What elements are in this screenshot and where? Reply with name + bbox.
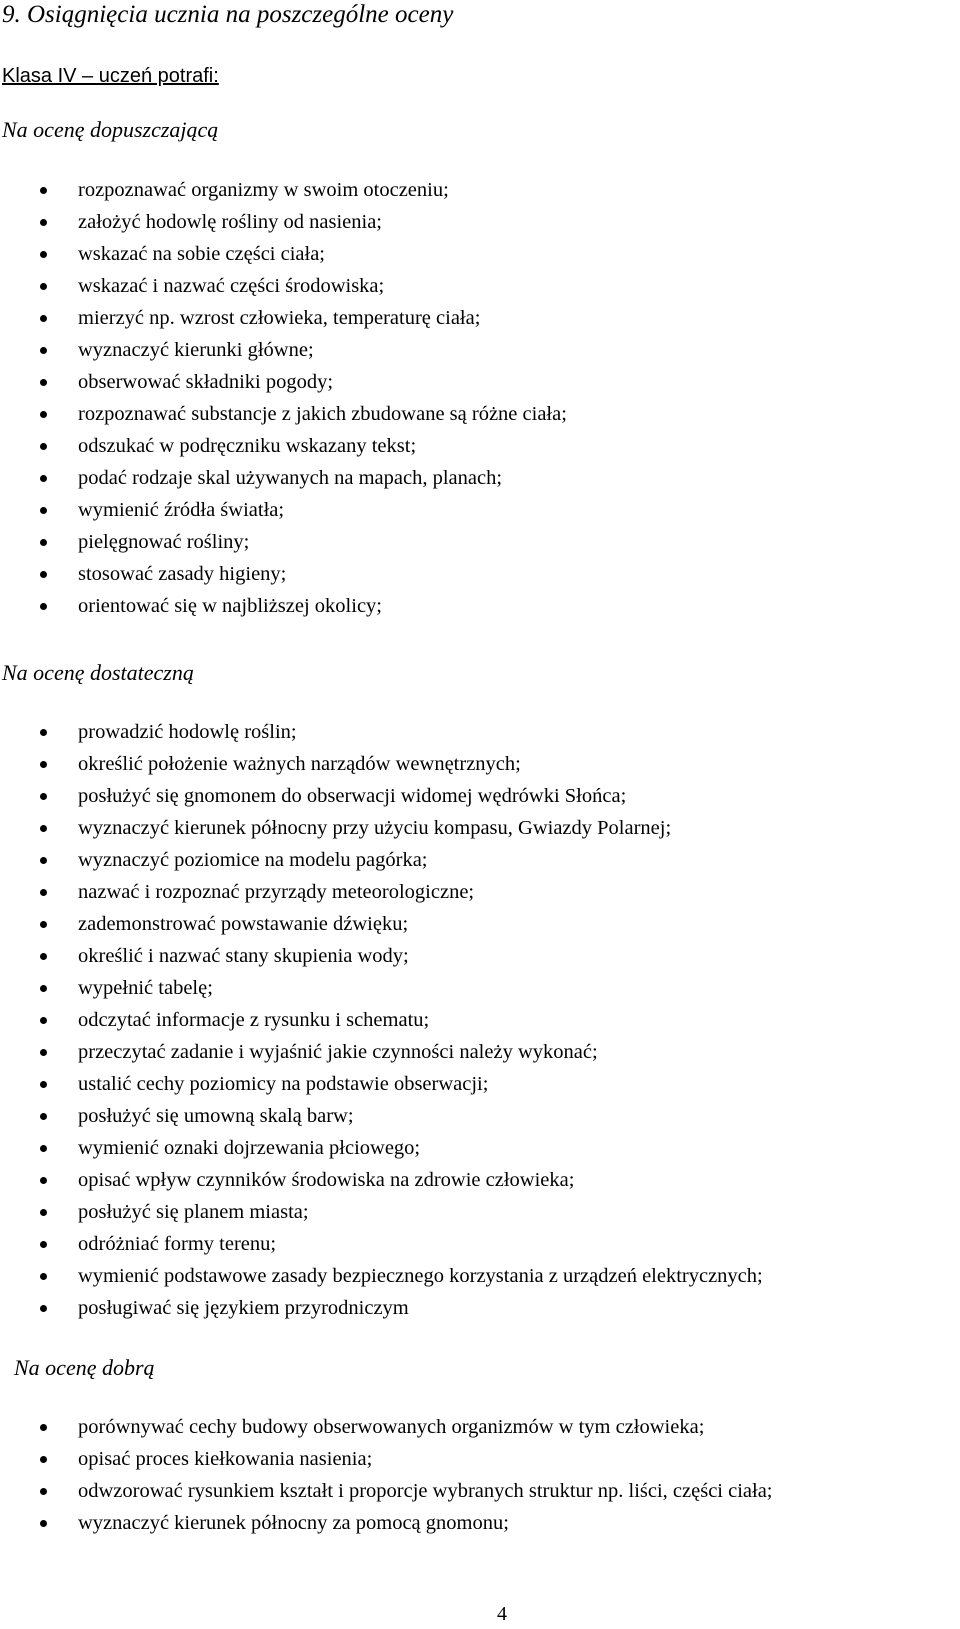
- list-item: [0, 1100, 960, 1132]
- list-item: [0, 1260, 960, 1292]
- list-item: [0, 590, 960, 622]
- list-item: [0, 1068, 960, 1100]
- list-item-text: prowadzić hodowlę roślin;: [78, 721, 297, 743]
- list-item-text: wskazać i nazwać części środowiska;: [78, 275, 385, 297]
- list-item-text: odszukać w podręczniku wskazany tekst;: [78, 435, 417, 457]
- list-item-text: odróżniać formy terenu;: [78, 1233, 277, 1255]
- list-dobra: [0, 1411, 960, 1539]
- list-item-text: wyznaczyć poziomice na modelu pagórka;: [78, 849, 428, 871]
- list-item: [0, 302, 960, 334]
- list-item-text: nazwać i rozpoznać przyrządy meteorologiczne;: [78, 881, 475, 903]
- list-item: [0, 1475, 960, 1507]
- list-item-text: wyznaczyć kierunek północny za pomocą gnomonu;: [78, 1512, 509, 1534]
- list-item: [0, 238, 960, 270]
- list-item: [0, 334, 960, 366]
- list-item-text: wyznaczyć kierunek północny przy użyciu kompasu, Gwiazdy Polarnej;: [78, 817, 672, 839]
- list-item: [0, 748, 960, 780]
- bullet-icon: [40, 219, 47, 226]
- list-item: [0, 972, 960, 1004]
- bullet-icon: [40, 283, 47, 290]
- bullet-icon: [40, 539, 47, 546]
- list-item: [0, 1164, 960, 1196]
- list-item-text: wymienić oznaki dojrzewania płciowego;: [78, 1137, 421, 1159]
- list-item-text: posługiwać się językiem przyrodniczym: [78, 1297, 409, 1319]
- section-heading-dopuszczajaca: Na ocenę dopuszczającą: [2, 117, 219, 142]
- bullet-icon: [40, 603, 47, 610]
- bullet-icon: [40, 1305, 47, 1312]
- list-item: [0, 366, 960, 398]
- list-item: [0, 844, 960, 876]
- bullet-icon: [40, 1017, 47, 1024]
- bullet-icon: [40, 347, 47, 354]
- list-item: [0, 270, 960, 302]
- list-item: [0, 398, 960, 430]
- bullet-icon: [40, 443, 47, 450]
- page-number: 4: [497, 1603, 507, 1625]
- bullet-icon: [40, 761, 47, 768]
- bullet-icon: [40, 507, 47, 514]
- bullet-icon: [40, 729, 47, 736]
- list-item-text: posłużyć się planem miasta;: [78, 1201, 309, 1223]
- bullet-icon: [40, 1273, 47, 1280]
- list-item-text: podać rodzaje skal używanych na mapach, planach;: [78, 467, 503, 489]
- list-item: [0, 174, 960, 206]
- list-item-text: pielęgnować rośliny;: [78, 531, 250, 553]
- bullet-icon: [40, 953, 47, 960]
- list-item: [0, 940, 960, 972]
- list-item-text: mierzyć np. wzrost człowieka, temperaturę ciała;: [78, 307, 481, 329]
- list-dopuszczajaca: [0, 174, 960, 622]
- list-item-text: określić położenie ważnych narządów wewnętrznych;: [78, 753, 521, 775]
- list-item: [0, 526, 960, 558]
- list-item: [0, 1411, 960, 1443]
- bullet-icon: [40, 793, 47, 800]
- list-item: [0, 1004, 960, 1036]
- list-item: [0, 1507, 960, 1539]
- list-item-text: określić i nazwać stany skupienia wody;: [78, 945, 409, 967]
- bullet-icon: [40, 475, 47, 482]
- bullet-icon: [40, 857, 47, 864]
- list-item-text: wskazać na sobie części ciała;: [78, 243, 326, 265]
- list-item: [0, 1292, 960, 1324]
- list-item-text: wyznaczyć kierunki główne;: [78, 339, 314, 361]
- list-item: [0, 430, 960, 462]
- section-heading-dostateczna: Na ocenę dostateczną: [2, 660, 194, 685]
- list-item: [0, 494, 960, 526]
- bullet-icon: [40, 411, 47, 418]
- bullet-icon: [40, 571, 47, 578]
- bullet-icon: [40, 1520, 47, 1527]
- list-item-text: odwzorować rysunkiem kształt i proporcje wybranych struktur np. liści, części ciała;: [78, 1480, 773, 1502]
- list-dostateczna: [0, 716, 960, 1324]
- list-item: [0, 1036, 960, 1068]
- list-item: [0, 812, 960, 844]
- class-heading: Klasa IV – uczeń potrafi:: [2, 65, 219, 87]
- list-item-text: obserwować składniki pogody;: [78, 371, 334, 393]
- section-heading-dobra: Na ocenę dobrą: [14, 1355, 155, 1380]
- bullet-icon: [40, 1145, 47, 1152]
- document-title: 9. Osiągnięcia ucznia na poszczególne oceny: [2, 1, 454, 28]
- list-item-text: rozpoznawać organizmy w swoim otoczeniu;: [78, 179, 449, 201]
- list-item: [0, 908, 960, 940]
- list-item-text: odczytać informacje z rysunku i schematu;: [78, 1009, 430, 1031]
- list-item: [0, 780, 960, 812]
- list-item-text: przeczytać zadanie i wyjaśnić jakie czynności należy wykonać;: [78, 1041, 598, 1063]
- list-item-text: stosować zasady higieny;: [78, 563, 287, 585]
- list-item-text: wypełnić tabelę;: [78, 977, 213, 999]
- bullet-icon: [40, 1049, 47, 1056]
- list-item: [0, 716, 960, 748]
- list-item-text: zademonstrować powstawanie dźwięku;: [78, 913, 409, 935]
- list-item: [0, 1443, 960, 1475]
- bullet-icon: [40, 1177, 47, 1184]
- list-item: [0, 206, 960, 238]
- list-item: [0, 876, 960, 908]
- list-item-text: założyć hodowlę rośliny od nasienia;: [78, 211, 382, 233]
- list-item-text: opisać wpływ czynników środowiska na zdrowie człowieka;: [78, 1169, 575, 1191]
- list-item: [0, 1228, 960, 1260]
- bullet-icon: [40, 379, 47, 386]
- bullet-icon: [40, 1081, 47, 1088]
- bullet-icon: [40, 1113, 47, 1120]
- list-item-text: porównywać cechy budowy obserwowanych organizmów w tym człowieka;: [78, 1416, 705, 1438]
- bullet-icon: [40, 187, 47, 194]
- bullet-icon: [40, 889, 47, 896]
- list-item: [0, 558, 960, 590]
- list-item-text: opisać proces kiełkowania nasienia;: [78, 1448, 373, 1470]
- list-item-text: ustalić cechy poziomicy na podstawie obserwacji;: [78, 1073, 489, 1095]
- bullet-icon: [40, 825, 47, 832]
- bullet-icon: [40, 921, 47, 928]
- bullet-icon: [40, 1456, 47, 1463]
- list-item-text: rozpoznawać substancje z jakich zbudowane są różne ciała;: [78, 403, 567, 425]
- bullet-icon: [40, 985, 47, 992]
- bullet-icon: [40, 251, 47, 258]
- bullet-icon: [40, 1424, 47, 1431]
- list-item-text: posłużyć się umowną skalą barw;: [78, 1105, 354, 1127]
- list-item-text: orientować się w najbliższej okolicy;: [78, 595, 382, 617]
- bullet-icon: [40, 1241, 47, 1248]
- list-item: [0, 1132, 960, 1164]
- list-item-text: wymienić podstawowe zasady bezpiecznego korzystania z urządzeń elektrycznych;: [78, 1265, 763, 1287]
- list-item-text: wymienić źródła światła;: [78, 499, 285, 521]
- list-item: [0, 1196, 960, 1228]
- list-item: [0, 462, 960, 494]
- bullet-icon: [40, 1209, 47, 1216]
- bullet-icon: [40, 1488, 47, 1495]
- bullet-icon: [40, 315, 47, 322]
- list-item-text: posłużyć się gnomonem do obserwacji widomej wędrówki Słońca;: [78, 785, 627, 807]
